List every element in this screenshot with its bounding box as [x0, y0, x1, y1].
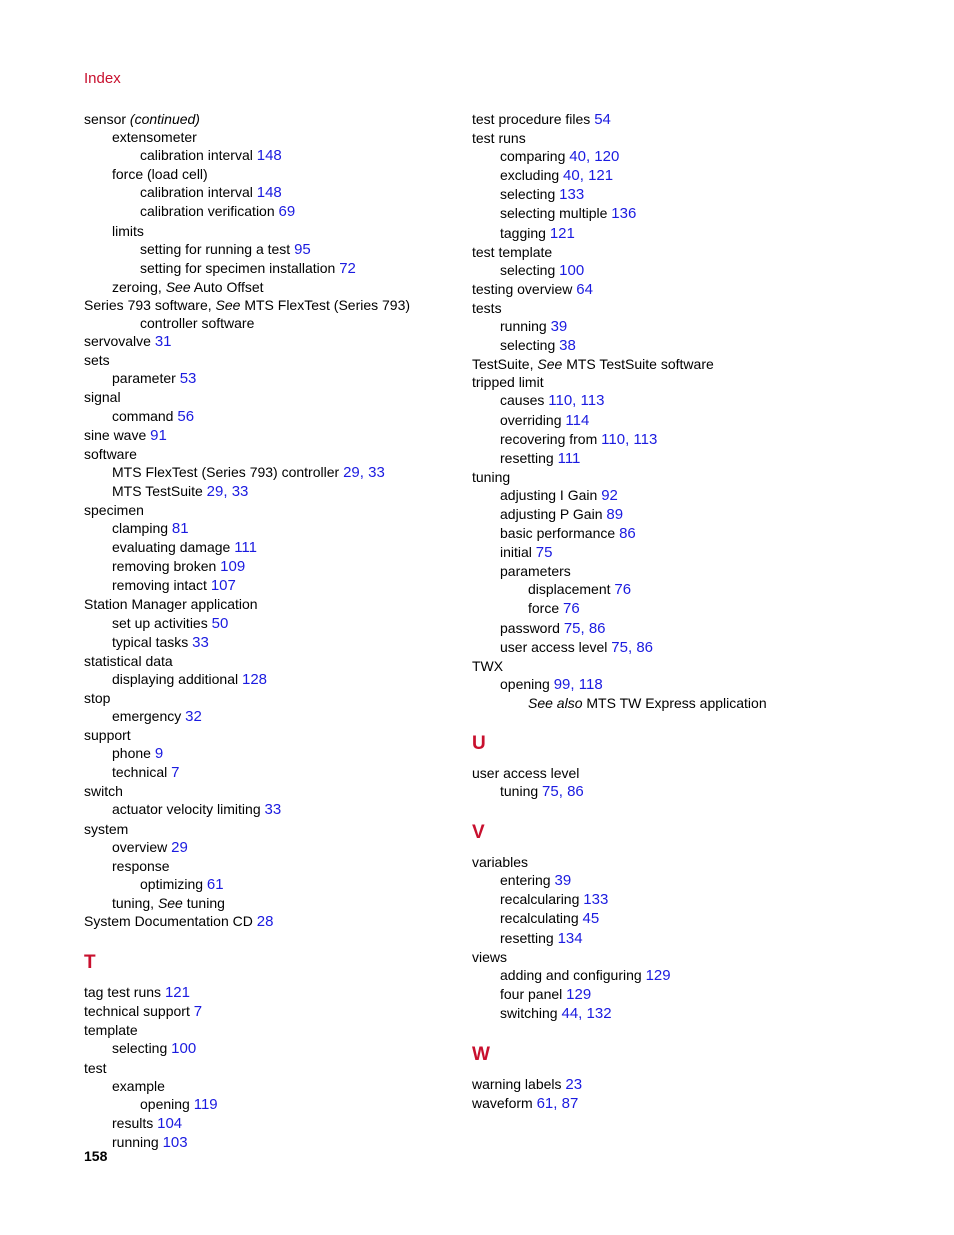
entry-term: system — [84, 820, 129, 837]
index-entry — [84, 407, 464, 426]
entry-term: technical — [112, 764, 168, 781]
index-entry — [84, 689, 464, 707]
page-link[interactable]: 91 — [150, 426, 167, 444]
index-column-right — [472, 110, 912, 1113]
index-entry — [84, 1059, 464, 1077]
index-entry — [84, 595, 464, 613]
index-entry — [472, 373, 912, 391]
entry-term: limits — [112, 222, 144, 239]
index-entry — [84, 314, 464, 332]
index-entry — [84, 110, 464, 128]
page-link[interactable]: 75 — [535, 544, 553, 562]
entry-term: excluding — [500, 167, 560, 184]
index-entry — [84, 1095, 464, 1114]
index-entry — [84, 633, 464, 652]
index-entry — [84, 426, 464, 445]
section-heading: U — [472, 733, 486, 754]
index-entry — [472, 185, 912, 204]
entry-term: switching — [500, 1004, 558, 1021]
see-reference-label: See — [537, 356, 563, 373]
entry-term: running — [500, 318, 547, 335]
entry-term: response — [112, 857, 170, 874]
page-link[interactable]: 28 — [256, 913, 274, 931]
index-entry — [84, 351, 464, 369]
entry-term: tuning — [500, 783, 539, 800]
page-link[interactable]: 50 — [211, 614, 229, 632]
index-entry — [84, 820, 464, 838]
entry-term: extensometer — [112, 129, 197, 146]
index-entry: recovering from 110, 113 — [500, 430, 658, 448]
entry-term: selecting — [112, 1040, 168, 1057]
index-entry — [84, 183, 464, 202]
page-link[interactable]: 40 — [563, 167, 580, 185]
entry-term: signal — [84, 389, 121, 406]
page-link[interactable]: 113 — [580, 392, 605, 410]
entry-term: adjusting P Gain — [500, 505, 603, 522]
page-link[interactable]: 44 — [561, 1004, 579, 1022]
entry-term: tuning, — [112, 894, 155, 911]
index-entry: causes 110, 113 — [500, 392, 605, 410]
entry-term: example — [112, 1077, 165, 1094]
page-link[interactable]: 45 — [582, 910, 600, 928]
see-reference-target: Auto Offset — [193, 278, 264, 295]
index-entry — [84, 278, 464, 296]
index-entry — [472, 985, 912, 1004]
entry-term: user access level — [500, 638, 608, 655]
page-link[interactable]: 72 — [339, 259, 356, 277]
index-entry — [472, 505, 912, 524]
page-link[interactable]: 129 — [566, 985, 592, 1003]
index-entry — [84, 388, 464, 406]
index-entry — [84, 240, 464, 259]
page-link[interactable]: 23 — [565, 1076, 583, 1094]
index-entry — [84, 726, 464, 744]
index-entry: password 75, 86 — [500, 619, 606, 637]
index-entry — [84, 614, 464, 633]
page-link[interactable]: 61 — [206, 875, 224, 893]
entry-term: basic performance — [500, 525, 616, 542]
index-entry: MTS FlexTest (Series 793) controller 29, 33 — [112, 463, 385, 481]
entry-term: overview — [112, 838, 168, 855]
index-entry — [84, 165, 464, 183]
entry-term: overriding — [500, 411, 562, 428]
index-entry — [84, 652, 464, 670]
index-entry — [84, 222, 464, 240]
index-entry — [84, 838, 464, 857]
index-entry — [84, 744, 464, 763]
page-link[interactable]: 89 — [606, 505, 624, 523]
entry-term: tuning — [472, 468, 511, 485]
page-link[interactable]: 75 — [611, 638, 628, 656]
page-link[interactable]: 99 — [553, 675, 571, 693]
index-entry — [472, 948, 912, 966]
entry-term: MTS TestSuite — [112, 482, 203, 499]
entry-term: selecting — [500, 186, 556, 203]
page-link[interactable]: 33 — [368, 463, 385, 481]
page-link[interactable]: 69 — [278, 203, 296, 221]
index-entry — [472, 468, 912, 486]
page-link[interactable]: 39 — [554, 872, 572, 890]
entry-term: sine wave — [84, 426, 147, 443]
page-link[interactable]: 56 — [177, 407, 195, 425]
entry-term: tests — [472, 299, 502, 316]
entry-term: software — [84, 445, 137, 462]
entry-term: servovalve — [84, 333, 151, 350]
index-entry — [84, 202, 464, 221]
page-link[interactable]: 148 — [256, 184, 282, 202]
index-entry: comparing 40, 120 — [500, 148, 620, 166]
page-link[interactable]: 7 — [193, 1003, 203, 1021]
see-reference-target: MTS TestSuite software — [566, 356, 714, 373]
index-entry — [472, 110, 912, 129]
index-entry — [84, 1002, 464, 1021]
index-entry — [472, 299, 912, 317]
entry-term: tripped limit — [472, 374, 544, 391]
entry-term: TestSuite, — [472, 356, 534, 373]
index-entry — [84, 1039, 464, 1058]
page-link[interactable]: 31 — [154, 333, 172, 351]
see-reference-target: MTS FlexTest (Series 793) — [244, 296, 411, 313]
entry-term: actuator velocity limiting — [112, 801, 261, 818]
see-reference-target: MTS TW Express application — [586, 694, 767, 711]
entry-term: test — [84, 1059, 107, 1076]
index-entry: excluding 40, 121 — [500, 167, 614, 185]
index-entry — [472, 411, 912, 430]
index-entry — [84, 800, 464, 819]
entry-term: displacement — [528, 581, 611, 598]
entry-term: parameter — [112, 370, 176, 387]
entry-term: statistical data — [84, 652, 173, 669]
entry-term: removing broken — [112, 558, 217, 575]
entry-term: selecting multiple — [500, 205, 608, 222]
page-link[interactable]: 76 — [563, 600, 580, 618]
page-link[interactable]: 38 — [559, 337, 576, 355]
entry-continued-note: (continued) — [129, 111, 200, 127]
entry-term: specimen — [84, 501, 144, 518]
page-link[interactable]: 111 — [234, 539, 258, 557]
entry-term: four panel — [500, 985, 563, 1002]
entry-term: recalculating — [500, 910, 579, 927]
index-entry — [84, 707, 464, 726]
entry-term: removing intact — [112, 577, 207, 594]
page-link[interactable]: 86 — [567, 783, 584, 801]
entry-term: variables — [472, 854, 529, 871]
section-heading: T — [84, 952, 96, 974]
index-entry — [472, 280, 912, 299]
entry-term: adjusting I Gain — [500, 486, 598, 503]
entry-term: calibration interval — [140, 147, 253, 164]
see-reference-label: See — [165, 278, 191, 295]
index-entry — [84, 912, 464, 931]
index-entry — [84, 501, 464, 519]
page-link[interactable]: 107 — [210, 577, 236, 595]
index-entry: switching 44, 132 — [500, 1004, 612, 1022]
entry-term: tagging — [500, 224, 546, 241]
index-entry: waveform 61, 87 — [472, 1095, 579, 1113]
page-header-title: Index — [84, 70, 121, 87]
index-entry — [84, 857, 464, 875]
entry-term: test template — [472, 243, 553, 260]
entry-term: selecting — [500, 261, 556, 278]
index-entry — [472, 909, 912, 928]
index-entry — [472, 929, 912, 948]
entry-term: Series 793 software, — [84, 296, 212, 313]
entry-term: views — [472, 948, 508, 965]
entry-term: optimizing — [140, 875, 204, 892]
entry-term: resetting — [500, 929, 554, 946]
entry-term: results — [112, 1114, 154, 1131]
entry-term: zeroing, — [112, 278, 162, 295]
page-link[interactable]: 33 — [231, 482, 249, 500]
index-entry — [472, 543, 912, 562]
page-link[interactable]: 113 — [633, 430, 658, 448]
index-entry — [84, 519, 464, 538]
index-entry — [472, 224, 912, 243]
index-column-left — [84, 110, 464, 1152]
see-reference-label: See — [215, 296, 241, 313]
page-link[interactable]: 86 — [636, 638, 653, 656]
page-link[interactable]: 118 — [578, 675, 603, 693]
entry-term: resetting — [500, 449, 554, 466]
page-link[interactable]: 95 — [294, 240, 311, 258]
entry-term: adding and configuring — [500, 966, 642, 983]
page-link[interactable]: 9 — [154, 745, 164, 763]
page-link[interactable]: 92 — [601, 486, 618, 504]
index-entry — [472, 599, 912, 618]
entry-term: Station Manager application — [84, 596, 258, 613]
page-link[interactable]: 40 — [569, 148, 586, 166]
index-entry — [472, 204, 912, 223]
index-entry — [84, 1133, 464, 1152]
entry-term: sensor — [84, 111, 127, 127]
page-link[interactable]: 132 — [586, 1004, 612, 1022]
page-link[interactable]: 87 — [561, 1095, 579, 1113]
entry-term: emergency — [112, 708, 182, 724]
index-entry: tuning 75, 86 — [500, 783, 584, 801]
index-entry — [472, 129, 912, 147]
index-entry — [84, 538, 464, 557]
index-entry — [84, 557, 464, 576]
page-link[interactable]: 133 — [559, 186, 585, 204]
entry-term: causes — [500, 392, 545, 409]
page-link[interactable]: 33 — [192, 633, 209, 651]
index-entry — [472, 486, 912, 505]
page-link[interactable]: 134 — [557, 929, 583, 947]
index-entry — [84, 763, 464, 782]
page-link[interactable]: 109 — [220, 558, 246, 576]
index-entry — [472, 336, 912, 355]
page-link[interactable]: 53 — [179, 370, 197, 388]
index-entry — [472, 657, 912, 675]
see-reference-target: tuning — [186, 894, 225, 911]
index-entry — [84, 875, 464, 894]
page-link[interactable]: 128 — [241, 670, 268, 688]
index-entry: MTS TestSuite 29, 33 — [112, 482, 249, 500]
index-entry — [84, 1021, 464, 1039]
page-link[interactable]: 33 — [264, 801, 282, 819]
index-entry — [472, 580, 912, 599]
index-entry — [472, 871, 912, 890]
page-link[interactable]: 7 — [171, 764, 180, 782]
index-entry — [472, 764, 912, 782]
page-link[interactable]: 121 — [164, 984, 190, 1002]
page-link[interactable]: 100 — [171, 1040, 197, 1058]
entry-term: parameters — [500, 563, 571, 580]
page-link[interactable]: 86 — [588, 619, 606, 637]
index-entry — [84, 369, 464, 388]
entry-term: testing overview — [472, 280, 573, 297]
page-link[interactable]: 32 — [185, 708, 202, 725]
page-link[interactable]: 129 — [645, 966, 671, 984]
page-link[interactable]: 104 — [157, 1114, 183, 1132]
page-link[interactable]: 54 — [594, 111, 611, 128]
entry-term: force (load cell) — [112, 166, 208, 183]
entry-term: clamping — [112, 520, 169, 537]
section-heading: W — [472, 1044, 490, 1066]
entry-term: password — [500, 619, 560, 636]
index-entry — [472, 1075, 912, 1094]
entry-term: template — [84, 1022, 138, 1039]
entry-term: user access level — [472, 765, 580, 781]
page-link[interactable]: 111 — [557, 449, 581, 467]
entry-term: System Documentation CD — [84, 913, 253, 930]
page-link[interactable]: 148 — [256, 147, 282, 165]
page-link[interactable]: 100 — [559, 261, 585, 279]
page-link[interactable]: 39 — [550, 318, 568, 336]
see-reference-label: See also — [528, 694, 583, 711]
page-link[interactable]: 86 — [619, 525, 636, 543]
entry-term: waveform — [472, 1095, 533, 1112]
entry-term: tag test runs — [84, 984, 162, 1001]
index-entry — [84, 445, 464, 463]
entry-term: evaluating damage — [112, 539, 231, 556]
entry-term: calibration interval — [140, 184, 253, 201]
entry-term: MTS FlexTest (Series 793) controller — [112, 463, 340, 480]
index-entry — [84, 670, 464, 689]
entry-term: initial — [500, 544, 532, 561]
entry-term: selecting — [500, 337, 556, 354]
entry-term: opening — [140, 1095, 190, 1112]
entry-term: set up activities — [112, 614, 208, 631]
entry-term: support — [84, 727, 131, 744]
index-entry — [84, 782, 464, 800]
index-entry — [84, 146, 464, 165]
index-entry — [472, 449, 912, 468]
index-entry — [84, 259, 464, 278]
page-link[interactable]: 29 — [343, 463, 360, 481]
index-entry — [84, 332, 464, 351]
entry-term: displaying additional — [112, 670, 239, 687]
entry-term: typical tasks — [112, 633, 189, 650]
index-entry — [472, 261, 912, 280]
page-link[interactable]: 114 — [565, 411, 590, 429]
page-link[interactable]: 29 — [206, 482, 224, 500]
entry-term: entering — [500, 872, 551, 889]
entry-term: recalcularing — [500, 891, 580, 908]
page-link[interactable]: 110 — [548, 392, 573, 410]
page-link[interactable]: 133 — [583, 891, 609, 909]
entry-term: phone — [112, 745, 151, 762]
page-number: 158 — [84, 1148, 108, 1164]
page-link[interactable]: 119 — [193, 1095, 218, 1113]
index-entry — [472, 694, 912, 712]
entry-term: running — [112, 1133, 159, 1150]
page-link[interactable]: 136 — [611, 205, 637, 223]
page-link[interactable]: 64 — [576, 280, 593, 298]
page-link[interactable]: 76 — [614, 581, 632, 599]
index-entry — [472, 853, 912, 871]
page-link[interactable]: 81 — [171, 520, 189, 538]
section-heading: V — [472, 822, 485, 844]
index-entry — [472, 890, 912, 909]
index-entry — [472, 562, 912, 580]
page-link[interactable]: 29 — [171, 838, 188, 856]
entry-term: controller software — [140, 315, 255, 332]
page-link[interactable]: 103 — [162, 1133, 188, 1151]
index-entry — [84, 983, 464, 1002]
index-entry — [84, 1114, 464, 1133]
entry-term: switch — [84, 783, 123, 800]
index-entry — [472, 524, 912, 543]
index-entry: user access level 75, 86 — [500, 638, 653, 656]
index-entry — [84, 296, 464, 314]
page-link[interactable]: 120 — [594, 148, 620, 166]
page-link[interactable]: 121 — [588, 167, 614, 185]
see-reference-label: See — [157, 894, 183, 911]
index-entry — [84, 128, 464, 146]
entry-term: setting for specimen installation — [140, 259, 336, 276]
entry-term: stop — [84, 689, 111, 706]
entry-term: recovering from — [500, 430, 598, 447]
page-link[interactable]: 75 — [563, 619, 581, 637]
index-entry: opening 99, 118 — [500, 675, 603, 693]
entry-term: opening — [500, 675, 550, 692]
index-entry — [472, 317, 912, 336]
index-entry — [84, 894, 464, 912]
entry-term: sets — [84, 352, 110, 369]
page-link[interactable]: 75 — [542, 783, 559, 801]
page-link[interactable]: 61 — [536, 1095, 554, 1113]
entry-term: technical support — [84, 1003, 190, 1020]
entry-term: test runs — [472, 130, 526, 147]
entry-term: TWX — [472, 657, 504, 674]
page-link[interactable]: 110 — [601, 430, 626, 448]
index-entry — [84, 576, 464, 595]
entry-term: warning labels — [472, 1076, 562, 1093]
entry-term: command — [112, 407, 174, 424]
entry-term: calibration verification — [140, 203, 275, 220]
entry-term: setting for running a test — [140, 240, 291, 257]
entry-term: comparing — [500, 148, 566, 165]
index-entry — [84, 1077, 464, 1095]
index-entry — [472, 966, 912, 985]
entry-term: test procedure files — [472, 111, 591, 127]
page-link[interactable]: 121 — [549, 224, 575, 242]
entry-term: force — [528, 600, 560, 617]
index-entry — [472, 243, 912, 261]
index-entry — [472, 355, 912, 373]
